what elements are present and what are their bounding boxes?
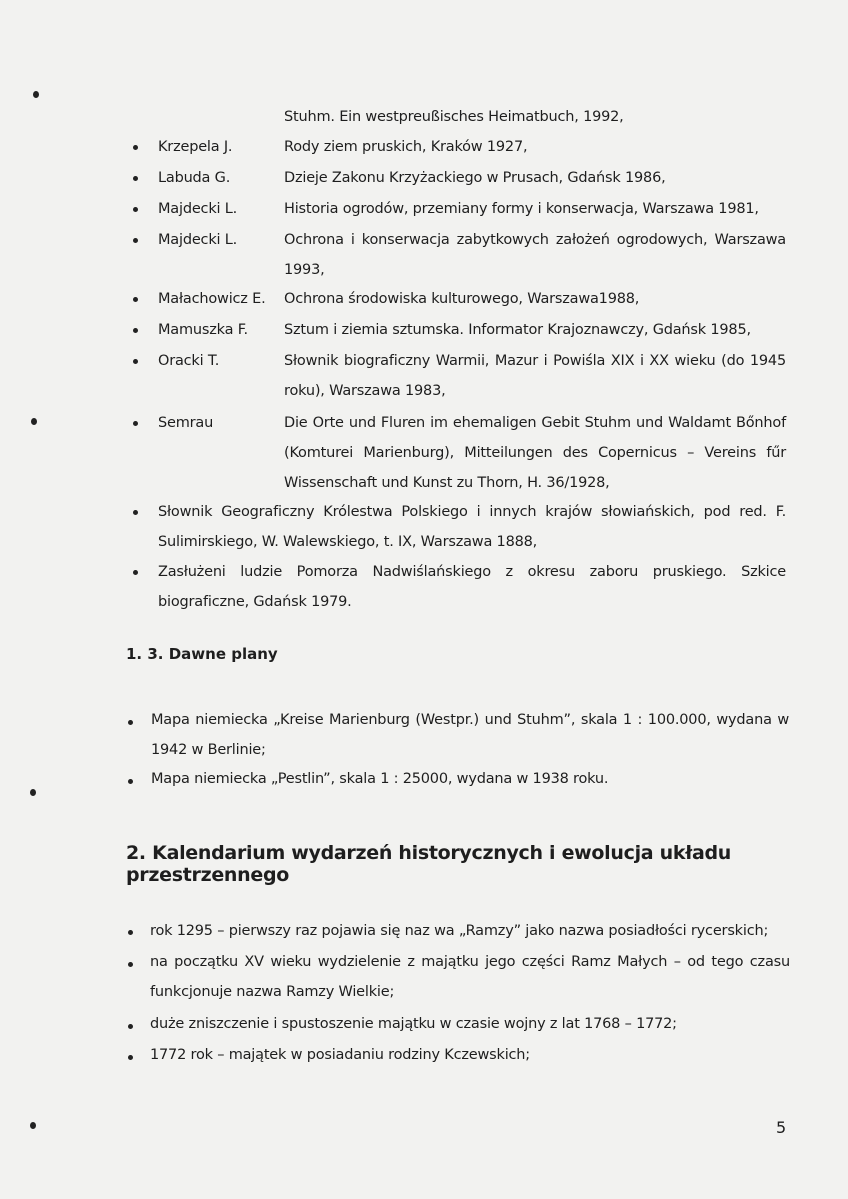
plans-item: Mapa niemiecka „Kreise Marienburg (Westpr.) und Stuhm”, skala 1 : 100.000, wydana w 1942 w Berlinie; bbox=[151, 712, 789, 758]
bibliography-author: Majdecki L. bbox=[158, 201, 238, 217]
margin-mark bbox=[30, 1122, 36, 1129]
bullet-icon bbox=[128, 1024, 133, 1029]
bullet-icon bbox=[128, 720, 133, 725]
bullet-icon bbox=[128, 1055, 133, 1060]
calendar-item: 1772 rok – majątek w posiadaniu rodziny Kczewskich; bbox=[150, 1047, 530, 1063]
bullet-icon bbox=[128, 962, 133, 967]
bibliography-author: Labuda G. bbox=[158, 170, 231, 186]
section-heading-plans: 1. 3. Dawne plany bbox=[126, 645, 278, 663]
bullet-icon bbox=[128, 779, 133, 784]
section-heading-calendar: 2. Kalendarium wydarzeń historycznych i ewolucja układu przestrzennego bbox=[126, 842, 731, 886]
bibliography-entry: Zasłużeni ludzie Pomorza Nadwiślańskiego z okresu zaboru pruskiego. Szkice biograficzne, Gdańsk 1979. bbox=[158, 564, 786, 610]
margin-mark bbox=[33, 91, 39, 98]
bibliography-author: Majdecki L. bbox=[158, 232, 238, 248]
bibliography-entry: Die Orte und Fluren im ehemaligen Gebit Stuhm und Waldamt Bőnhof (Komturei Marienburg), Mitteilungen des Copernicus – Vereins fűr Wissenschaft und Kunst zu Thorn, H. 36/1928, bbox=[284, 415, 786, 491]
bibliography-author: Krzepela J. bbox=[158, 139, 233, 155]
bibliography-author: Oracki T. bbox=[158, 353, 220, 369]
calendar-item: na początku XV wieku wydzielenie z majątku jego części Ramz Małych – od tego czasu funkcjonuje nazwa Ramzy Wielkie; bbox=[150, 954, 790, 1000]
bibliography-author: Mamuszka F. bbox=[158, 322, 248, 338]
bibliography-entry: Sztum i ziemia sztumska. Informator Krajoznawczy, Gdańsk 1985, bbox=[284, 322, 751, 338]
calendar-item: rok 1295 – pierwszy raz pojawia się naz wa „Ramzy” jako nazwa posiadłości rycerskich; bbox=[150, 923, 769, 939]
bibliography-entry: Ochrona i konserwacja zabytkowych założeń ogrodowych, Warszawa 1993, bbox=[284, 232, 786, 278]
bibliography-entry: Historia ogrodów, przemiany formy i konserwacja, Warszawa 1981, bbox=[284, 201, 759, 217]
bullet-icon bbox=[133, 510, 138, 515]
bibliography-entry: Stuhm. Ein westpreußisches Heimatbuch, 1992, bbox=[284, 109, 624, 125]
bibliography-entry: Słownik Geograficzny Królestwa Polskiego i innych krajów słowiańskich, pod red. F. Sulimirskiego, W. Walewskiego, t. IX, Warszawa 1888, bbox=[158, 504, 786, 550]
bullet-icon bbox=[133, 176, 138, 181]
bibliography-entry: Ochrona środowiska kulturowego, Warszawa1988, bbox=[284, 291, 640, 307]
plans-item: Mapa niemiecka „Pestlin”, skala 1 : 25000, wydana w 1938 roku. bbox=[151, 771, 609, 787]
margin-mark bbox=[30, 789, 36, 796]
bullet-icon bbox=[133, 328, 138, 333]
bullet-icon bbox=[128, 930, 133, 935]
bullet-icon bbox=[133, 238, 138, 243]
bullet-icon bbox=[133, 297, 138, 302]
page-number: 5 bbox=[776, 1118, 787, 1137]
bullet-icon bbox=[133, 145, 138, 150]
bibliography-author: Semrau bbox=[158, 415, 214, 431]
bullet-icon bbox=[133, 570, 138, 575]
bibliography-author: Małachowicz E. bbox=[158, 291, 266, 307]
calendar-item: duże zniszczenie i spustoszenie majątku w czasie wojny z lat 1768 – 1772; bbox=[150, 1016, 677, 1032]
bullet-icon bbox=[133, 207, 138, 212]
bibliography-entry: Rody ziem pruskich, Kraków 1927, bbox=[284, 139, 528, 155]
bullet-icon bbox=[133, 359, 138, 364]
bibliography-entry: Dzieje Zakonu Krzyżackiego w Prusach, Gdańsk 1986, bbox=[284, 170, 666, 186]
bibliography-entry: Słownik biograficzny Warmii, Mazur i Powiśla XIX i XX wieku (do 1945 roku), Warszawa 1983, bbox=[284, 353, 786, 399]
margin-mark bbox=[31, 418, 37, 425]
bullet-icon bbox=[133, 421, 138, 426]
